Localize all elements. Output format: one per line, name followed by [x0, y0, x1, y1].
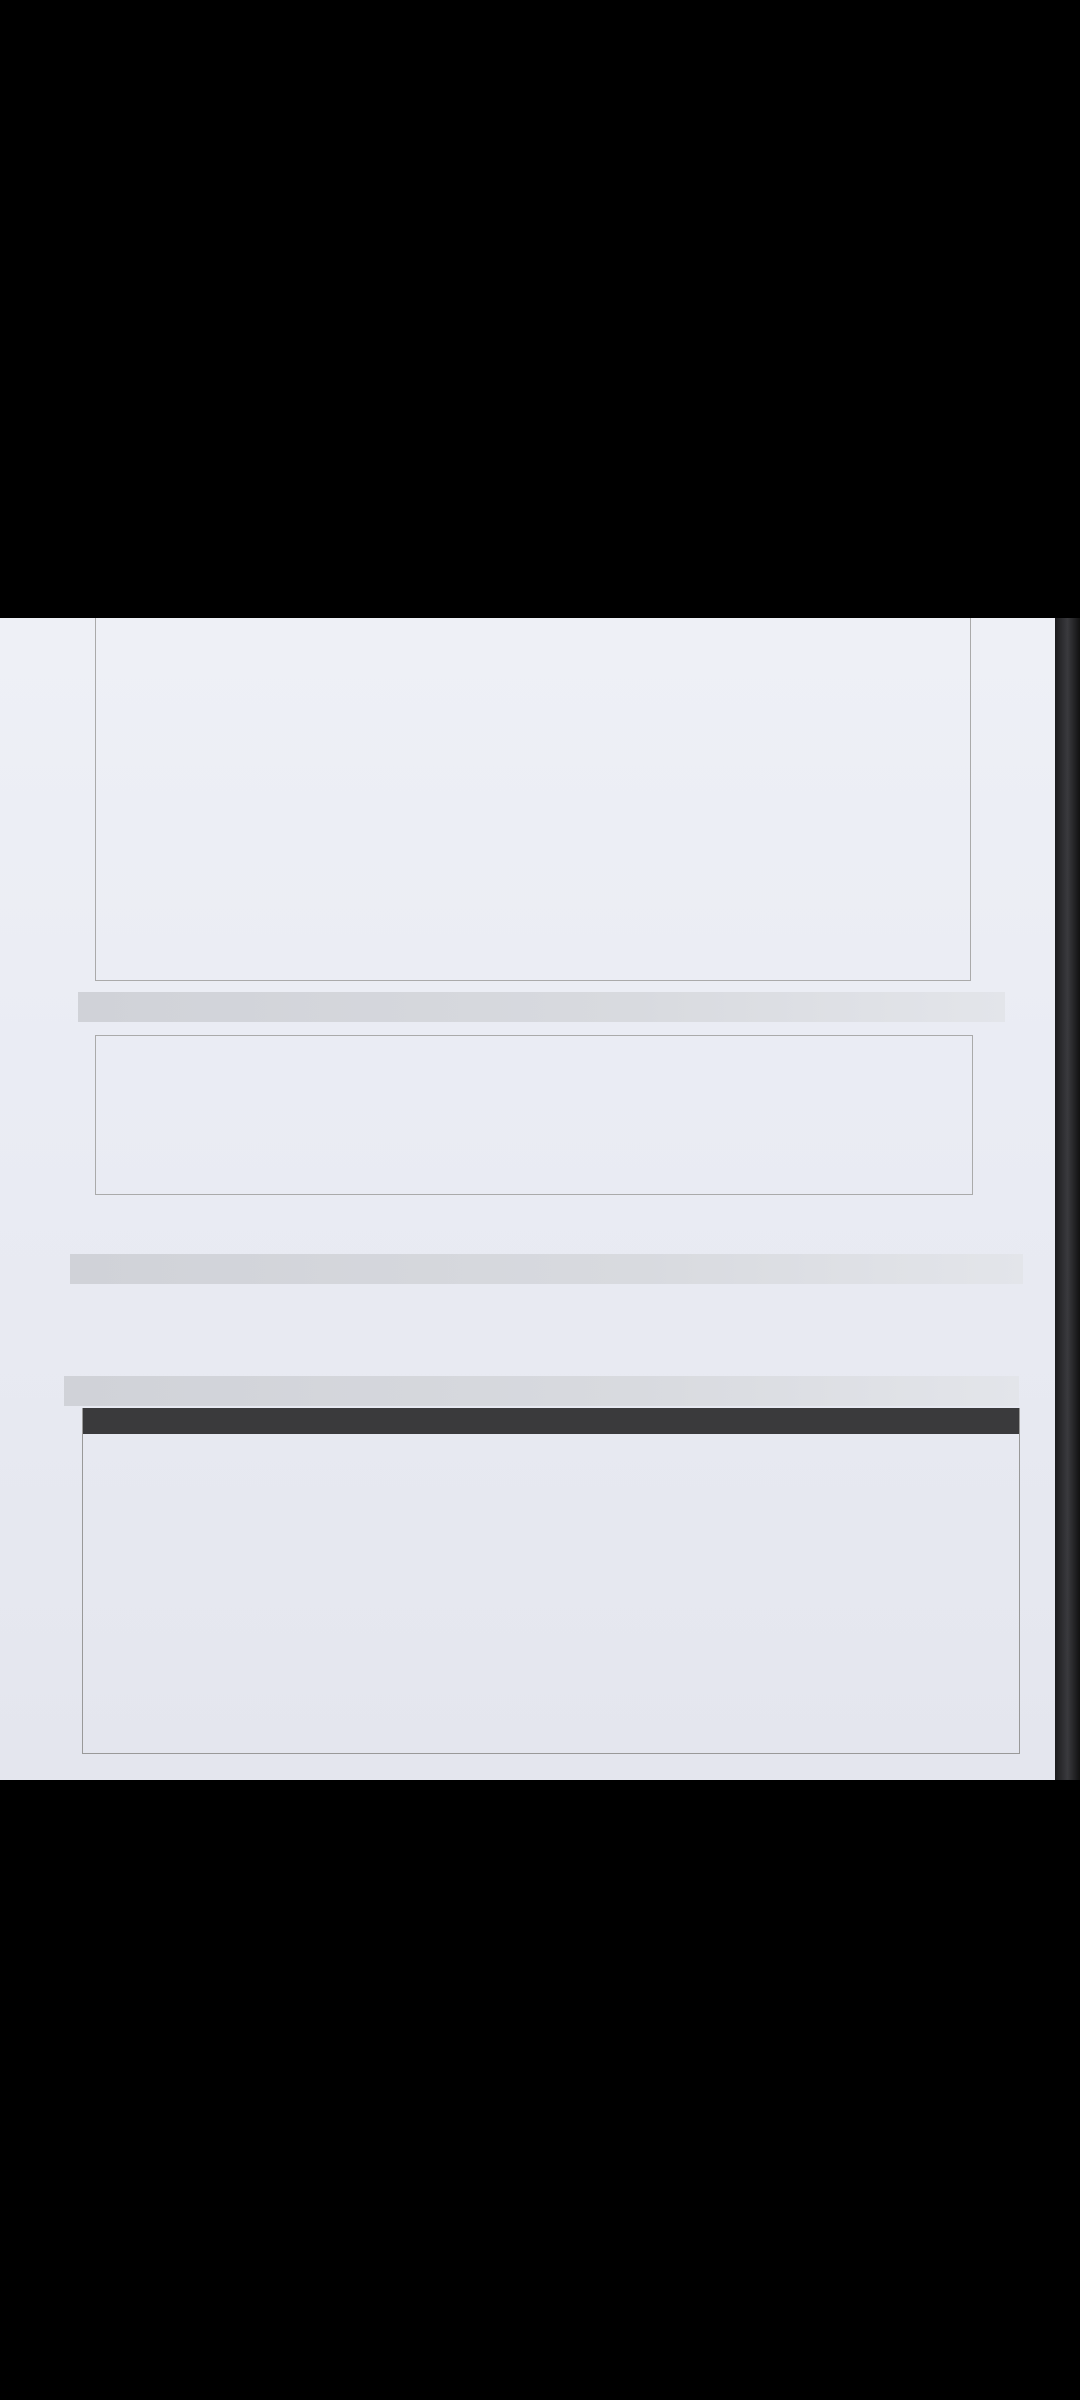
informationen-header: [70, 1254, 1023, 1284]
pancreaslipase-table: [82, 1408, 1020, 1754]
laborergebnis-header: [64, 1376, 1019, 1406]
lab-report-page: [0, 618, 1055, 1780]
hematology-table: [95, 618, 971, 981]
paper-edge-shadow: [1055, 618, 1080, 1780]
tt4-interpretation: [95, 1035, 973, 1195]
lab2-header-row: [83, 1408, 1019, 1434]
sonstiges-header: [78, 992, 1005, 1022]
